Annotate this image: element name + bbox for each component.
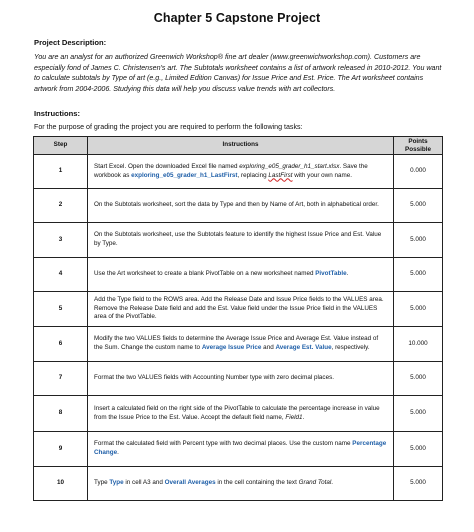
instruction-text (88, 327, 394, 362)
instruction-fragment: . (117, 449, 119, 456)
instruction-text (88, 189, 394, 223)
instruction-text (88, 292, 394, 327)
instruction-fragment: in the cell containing the text (215, 479, 299, 487)
instructions-intro: For the purpose of grading the project you are required to perform the following tasks: (34, 123, 303, 131)
instruction-fragment: Start Excel. Open the downloaded Excel file named (94, 162, 240, 170)
instruction-fragment: with your own name. (292, 171, 352, 179)
tasks-table (33, 136, 443, 501)
instruction-fragment: LastFirst (268, 171, 293, 179)
points-value: 5.000 (394, 223, 443, 258)
instruction-fragment: Use the Art worksheet to create a blank PivotTable on a new worksheet named (94, 270, 316, 278)
instruction-text (88, 432, 394, 467)
instruction-text (88, 258, 394, 292)
points-value: 5.000 (394, 467, 443, 501)
table-row (34, 362, 443, 396)
points-value: 5.000 (394, 258, 443, 292)
points-value: 5.000 (394, 396, 443, 432)
instruction-fragment: Format the calculated field with Percent type with two decimal places. Use the custom name (94, 440, 353, 448)
points-value: 5.000 (394, 362, 443, 396)
instruction-fragment: Add the Type field to the ROWS area. Add the Release Date and Issue Price fields to the VALUES area. Remove the Release Date field and add the Est. Value field under the Issue Price field in the VALUES area of the PivotTable. (94, 296, 384, 321)
header-points: Points Possible (394, 137, 443, 155)
table-row (34, 292, 443, 327)
step-number: 9 (34, 432, 88, 467)
instruction-fragment: Average Est. Value (275, 344, 332, 351)
instruction-text (88, 467, 394, 501)
instruction-fragment: Average Issue Price (201, 344, 262, 351)
table-row (34, 396, 443, 432)
instruction-fragment: Percentage Change (94, 440, 387, 456)
table-row (34, 155, 443, 189)
step-number: 1 (34, 155, 88, 189)
step-number: 6 (34, 327, 88, 362)
table-header-row (34, 137, 443, 155)
instruction-fragment: Modify the two VALUES fields to determine the Average Issue Price and Average Est. Value instead of the Sum. Change the custom name to (94, 335, 379, 351)
table-row (34, 432, 443, 467)
step-number: 10 (34, 467, 88, 501)
instruction-fragment: , respectively. (331, 344, 370, 351)
step-number: 8 (34, 396, 88, 432)
instruction-fragment: exploring_e05_grader_h1_start.xlsx (239, 162, 340, 170)
table-row (34, 467, 443, 501)
instruction-fragment: PivotTable (315, 270, 347, 278)
instruction-fragment: On the Subtotals worksheet, sort the data by Type and then by Name of Art, both in alphabetical order. (94, 201, 379, 209)
instruction-fragment: Type (109, 479, 124, 487)
points-value: 10.000 (394, 327, 443, 362)
instruction-fragment: Type (94, 479, 110, 487)
points-value: 5.000 (394, 432, 443, 467)
table-row (34, 258, 443, 292)
step-number: 3 (34, 223, 88, 258)
instruction-fragment: . (331, 479, 333, 487)
table-row (34, 223, 443, 258)
header-instructions: Instructions (88, 137, 394, 155)
description-heading: Project Description: (34, 38, 107, 47)
points-value: 0.000 (394, 155, 443, 189)
step-number: 2 (34, 189, 88, 223)
points-value: 5.000 (394, 292, 443, 327)
instruction-fragment: Field1 (285, 413, 303, 421)
header-step: Step (34, 137, 88, 155)
table-row (34, 327, 443, 362)
instruction-fragment: , replacing (237, 171, 269, 179)
instruction-fragment: . Save the workbook as (94, 162, 368, 179)
instruction-fragment: Format the two VALUES fields with Accounting Number type with zero decimal places. (94, 374, 334, 382)
instruction-fragment: and (261, 344, 276, 351)
step-number: 7 (34, 362, 88, 396)
page-title: Chapter 5 Capstone Project (153, 11, 321, 25)
instruction-text (88, 223, 394, 258)
instruction-fragment: . (346, 270, 349, 278)
instruction-fragment: . (302, 413, 305, 421)
step-number: 4 (34, 258, 88, 292)
instruction-fragment: Insert a calculated field on the right side of the PivotTable to calculate the percentage increase in value from the Issue Price to the Est. Value. Accept the default field name, (94, 404, 380, 421)
instruction-fragment: Grand Total (298, 479, 332, 487)
table-row (34, 189, 443, 223)
instructions-heading: Instructions: (34, 109, 80, 118)
instruction-fragment: exploring_e05_grader_h1_LastFirst (131, 171, 238, 179)
instruction-fragment: Overall Averages (164, 479, 216, 487)
table-body (34, 155, 443, 501)
instruction-text (88, 362, 394, 396)
project-description: You are an analyst for an authorized Greenwich Workshop® fine art dealer (www.greenwichworkshop.com). Customers are especially fond of James C. Christensen's art. The Subtotals worksheet contains a list of artwork released in 2010-2012. You want to calculate subtotals by Type of art (e.g., Limited Edition Canvas) for Issue Price and Est. Price. The Art worksheet contains artwork from 2004-2006. Studying this data will help you discuss value trends with art collectors. (34, 53, 442, 93)
instruction-fragment: in cell A3 and (123, 479, 165, 487)
instruction-text (88, 155, 394, 189)
step-number: 5 (34, 292, 88, 327)
points-value: 5.000 (394, 189, 443, 223)
instruction-text (88, 396, 394, 432)
instruction-fragment: On the Subtotals worksheet, use the Subtotals feature to identify the highest Issue Price and Est. Value by Type. (94, 231, 382, 247)
